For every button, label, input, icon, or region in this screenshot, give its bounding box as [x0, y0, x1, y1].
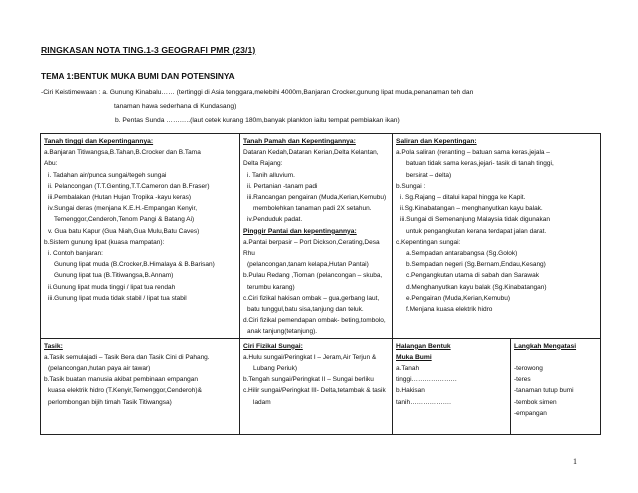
cell-line: Lubang Periuk) — [253, 365, 298, 373]
document-title: RINGKASAN NOTA TING.1-3 GEOGRAFI PMR (23/1) — [41, 45, 256, 55]
cell-line: (pelancongan,hutan paya air tawar) — [48, 365, 151, 373]
cell-line: d.Menghanyutkan kayu balak (Sg.Kinabatangan) — [406, 283, 547, 291]
cell-heading: Langkah Mengatasi — [514, 342, 577, 350]
cell-line: d.Ciri fizikal pemendapan ombak- beting,tombolo, — [243, 317, 386, 325]
cell-heading: Tasik: — [44, 342, 63, 350]
intro-line: b. Pentas Sunda ………..(laut cetek kurang 180m,banyak plankton iaitu tempat pembiakan ikan) — [115, 117, 400, 124]
cell-line: iv.Sungai deras (menjana K.E.H.-Empangan Kenyir, — [48, 205, 198, 213]
cell-line: b.Sistem gunung lipat (kuasa mampatan): — [44, 238, 165, 246]
cell-line: iii.Gunung lipat muda tidak stabil / lipat tua stabil — [48, 294, 187, 302]
cell-line: Rhu — [243, 250, 255, 258]
cell-line: -teres — [514, 376, 531, 384]
cell-line: iii.Rancangan pengairan (Muda,Kerian,Kemubu) — [247, 194, 387, 202]
cell-heading: Muka Bumi — [396, 353, 432, 361]
cell-line: tanih………………. — [396, 398, 451, 406]
cell-line: terumbu karang) — [247, 283, 295, 291]
cell-line: b.Pulau Redang ,Tioman (pelancongan – skuba, — [243, 272, 383, 280]
table-row — [41, 134, 601, 339]
drainage-cell — [393, 134, 601, 339]
highlands-cell — [41, 134, 240, 339]
intro-line: tanaman hawa sederhana di Kundasang) — [114, 103, 237, 110]
cell-line: tinggi………………… — [396, 376, 458, 384]
lakes-cell — [41, 338, 240, 434]
cell-line: Dataran Kedah,Dataran Kerian,Delta Kelantan, — [243, 149, 379, 157]
cell-line: Temenggor,Cenderoh,Tenom Pangi & Batang Ai) — [54, 216, 195, 224]
cell-line: iv.Penduduk padat. — [247, 216, 303, 224]
cell-line: i. Sg.Rajang – ditalui kapal hingga ke Kapit. — [400, 194, 526, 202]
cell-line: c.Kepentingan sungai: — [396, 238, 461, 246]
cell-line: -terowong — [514, 365, 543, 373]
cell-line: f.Menjana kuasa elektrik hidro — [406, 306, 493, 314]
solutions-cell — [511, 338, 601, 434]
cell-line: untuk pengangkutan kerana terdapat jalan darat. — [406, 227, 547, 235]
cell-line: batu tunggul,batu sisa,tanjung dan teluk. — [247, 306, 364, 314]
cell-line: -tembok simen — [514, 398, 557, 406]
cell-line: a.Pola saliran (reranting – batuan sama keras,jejala – — [396, 149, 550, 157]
cell-line: i. Contoh banjaran: — [48, 250, 103, 258]
lowlands-coast-cell — [240, 134, 393, 339]
cell-line: b.Tengah sungai/Peringkat II – Sungai berliku — [243, 376, 374, 384]
cell-line: kuasa elektrik hidro (T.Kenyir,Temenggor,Cenderoh)& — [48, 387, 202, 395]
cell-line: v. Gua batu Kapur (Gua Niah,Gua Mulu,Batu Caves) — [48, 227, 200, 235]
cell-line: a.Sempadan antarabangsa (Sg.Golok) — [406, 250, 518, 258]
cell-line: anak tanjung(tetanjung). — [247, 328, 318, 336]
cell-line: ii. Pelancongan (T.T.Genting,T.T.Cameron dan B.Fraser) — [48, 182, 210, 190]
cell-line: i. Tadahan air/punca sungai/tegeh sungai — [48, 171, 167, 179]
cell-heading: Tanah tinggi dan Kepentingannya: — [44, 138, 154, 145]
intro-line: -Ciri Keistimewaan : a. Gunung Kinabalu…… (tertinggi di Asia tenggara,melebihi 4000m,Banjaran Crocker,gunung lipat muda,penanaman teh dan — [41, 89, 474, 96]
section-heading: TEMA 1:BENTUK MUKA BUMI DAN POTENSINYA — [41, 71, 235, 81]
cell-heading: Saliran dan Kepentingan: — [396, 138, 477, 145]
cell-line: bersirat – delta) — [406, 171, 452, 179]
cell-line: -tanaman tutup bumi — [514, 387, 574, 395]
cell-line: ii.Gunung lipat muda tinggi / lipat tua rendah — [48, 283, 176, 291]
cell-line: b.Sungai : — [396, 182, 426, 190]
cell-line: Gunung lipat muda (B.Crocker,B.Himalaya & B.Barisan) — [54, 261, 215, 269]
cell-line: -empangan — [514, 409, 547, 417]
cell-line: b.Sempadan negeri (Sg.Bernam,Endau,Kesang) — [406, 261, 546, 269]
cell-line: c.Pengangkutan utama di sabah dan Sarawak — [406, 272, 539, 280]
cell-line: iii.Pembalakan (Hutan Hujan Tropika -kayu keras) — [48, 194, 192, 202]
cell-line: ladam — [253, 398, 271, 406]
cell-line: c.Hilir sungai/Peringkat III- Delta,tetambak & tasik — [243, 387, 386, 395]
cell-line: a.Hulu sungai/Peringkat I – Jeram,Air Terjun & — [243, 353, 377, 361]
cell-line: Abu: — [44, 160, 58, 168]
page-number: 1 — [573, 457, 577, 466]
notes-table — [40, 133, 601, 435]
cell-heading: Tanah Pamah dan Kepentingannya: — [243, 138, 356, 145]
river-features-cell — [240, 338, 393, 434]
cell-line: a.Pantai berpasir – Port Dickson,Cerating,Desa — [243, 238, 380, 246]
cell-line: batuan tidak sama keras,jejari- tasik di tanah tinggi, — [406, 160, 554, 168]
cell-line: Delta Rajang: — [243, 160, 283, 168]
table-row — [41, 338, 601, 434]
obstacles-cell — [393, 338, 511, 434]
cell-line: a.Tasik semulajadi – Tasik Bera dan Tasik Cini di Pahang. — [44, 353, 210, 361]
cell-line: Gunung lipat tua (B.Titiwangsa,B.Annam) — [54, 272, 174, 280]
cell-line: b.Hakisan — [396, 387, 425, 395]
cell-line: c.Ciri fizikal hakisan ombak – gua,gerbang laut, — [243, 294, 380, 302]
cell-line: e.Pengairan (Muda,Kerian,Kemubu) — [406, 294, 511, 302]
cell-heading: Halangan Bentuk — [396, 342, 451, 350]
cell-line: a.Tanah — [396, 365, 420, 373]
cell-line: (pelancongan,tanam kelapa,Hutan Pantai) — [247, 261, 369, 269]
cell-line: perlombongan bijih timah Tasik Titiwangsa) — [48, 398, 172, 406]
cell-line: a.Banjaran Titiwangsa,B.Tahan,B.Crocker dan B.Tama — [44, 149, 201, 157]
cell-heading: Ciri Fizikal Sungai: — [243, 342, 303, 350]
cell-line: i. Tanih alluvium. — [247, 171, 295, 179]
cell-line: iii.Sungai di Semenanjung Malaysia tidak digunakan — [400, 216, 550, 224]
cell-line: ii. Pertanian -tanam padi — [247, 182, 318, 190]
cell-heading: Pinggir Pantai dan kepentingannya: — [243, 227, 357, 235]
cell-line: b.Tasik buatan manusia akibat pembinaan empangan — [44, 376, 198, 384]
cell-line: ii.Sg.Kinabatangan – menghanyutkan kayu balak. — [400, 205, 543, 213]
cell-line: membolehkan tanaman padi 2X setahun. — [253, 205, 372, 213]
